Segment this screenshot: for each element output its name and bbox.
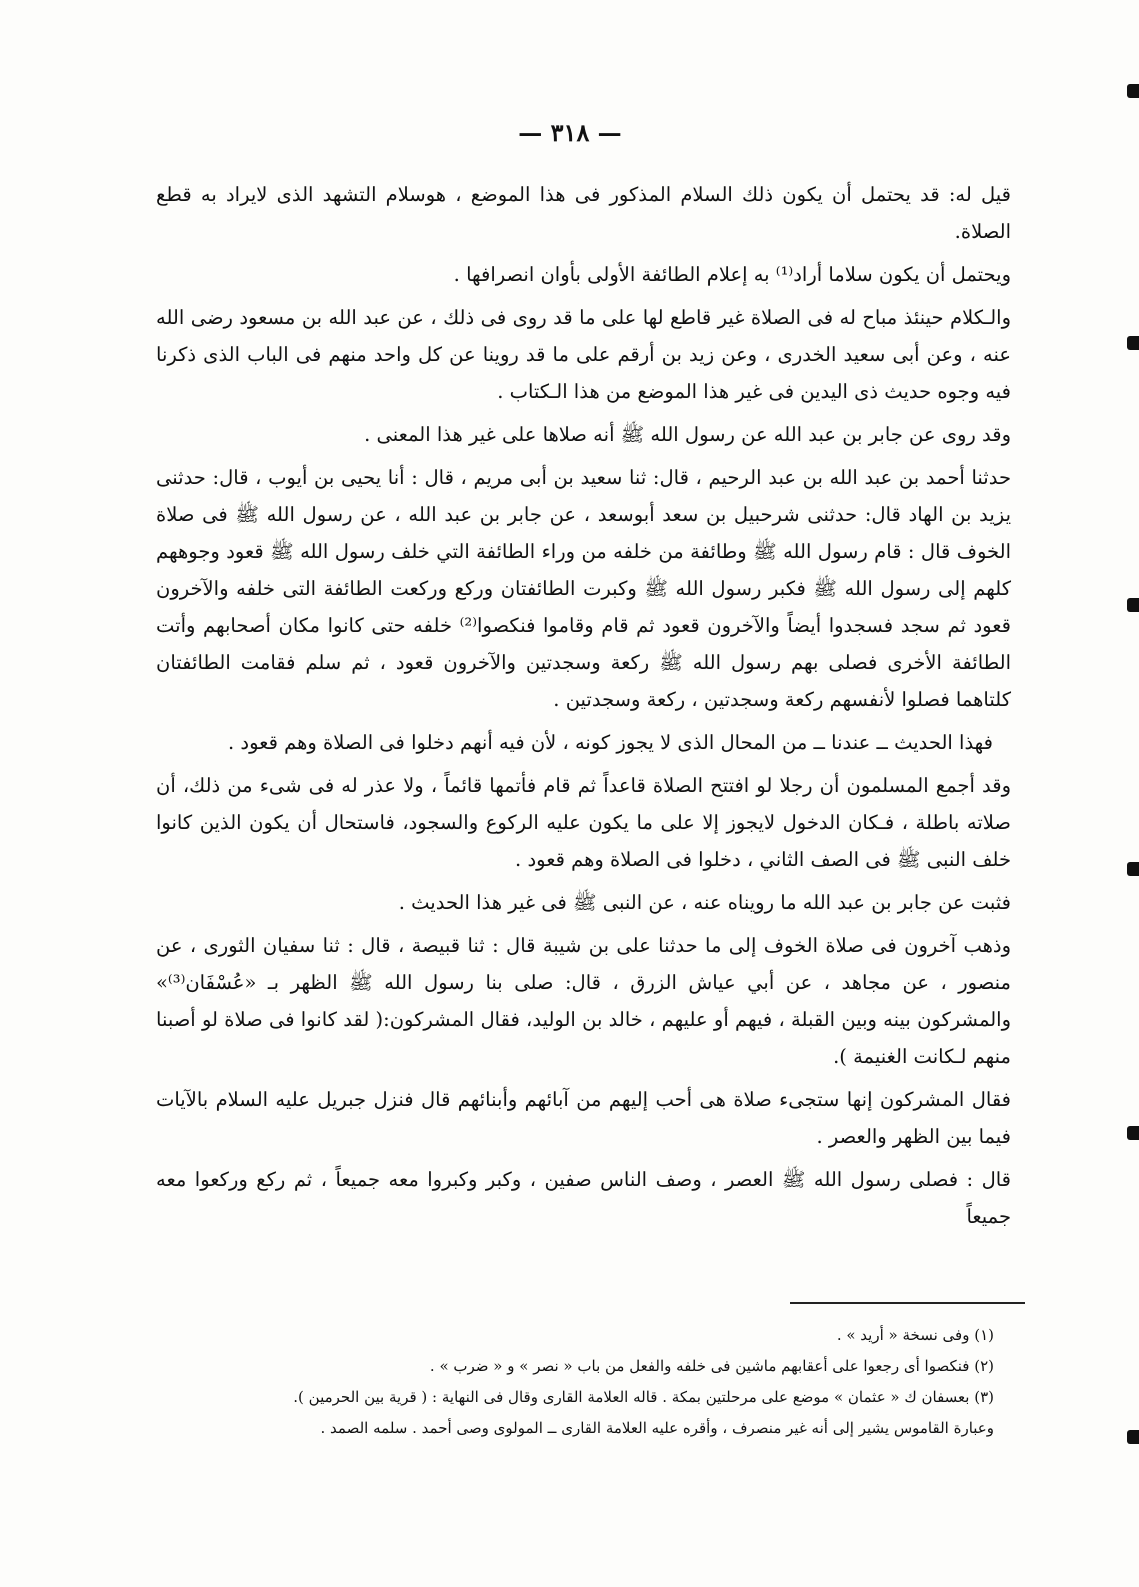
footnote: (١) وفى نسخة « أريد » . bbox=[836, 1326, 994, 1344]
footnote: (٢) فنكصوا أى رجعوا على أعقابهم ماشين فى خلفه والفعل من باب « نصر » و « ضرب » . bbox=[429, 1357, 994, 1375]
paragraph: وقد أجمع المسلمون أن رجلا لو افتتح الصلاة قاعداً ثم قام فأتمها قائماً ، ولا عذر له فى شىء من ذلك، أن صلاته باطلة ، فـكان الدخول لايجوز إلا على ما يكون عليه الركوع والسجود، فاستحال أن يكون الذين كانوا خلف النبى ﷺ فى الصف الثاني ، دخلوا فى الصلاة وهم قعود . bbox=[156, 774, 1011, 871]
footnote-divider bbox=[790, 1302, 1025, 1304]
footnotes bbox=[144, 1320, 994, 1444]
binding-mark bbox=[1127, 1430, 1139, 1444]
main-text bbox=[156, 176, 1011, 1241]
paragraph: فهذا الحديث ــ عندنا ــ من المحال الذى لا يجوز كونه ، لأن فيه أنهم دخلوا فى الصلاة وهم قعود . bbox=[228, 731, 993, 754]
binding-mark bbox=[1127, 336, 1139, 350]
paragraph: قيل له: قد يحتمل أن يكون ذلك السلام المذكور فى هذا الموضع ، هوسلام التشهد الذى لايراد به قطع الصلاة. bbox=[156, 183, 1011, 243]
binding-mark bbox=[1127, 84, 1139, 98]
footnote: وعبارة القاموس يشير إلى أنه غير منصرف ، وأقره عليه العلامة القارى ــ المولوى وصى أحمد . سلمه الصمد . bbox=[320, 1419, 994, 1437]
paragraph: وذهب آخرون فى صلاة الخوف إلى ما حدثنا على بن شيبة قال : ثنا قبيصة ، قال : ثنا سفيان الثورى ، عن منصور ، عن مجاهد ، عن أبي عياش الزرق ، قال: صلى بنا رسول الله ﷺ الظهر بـ «عُسْفَان⁽³⁾» والمشركون بينه وبين القبلة ، فيهم أو عليهم ، خالد بن الوليد، فقال المشركون:( لقد كانوا فى صلاة لو أصبنا منهم لـكانت الغنيمة ). bbox=[156, 934, 1011, 1068]
binding-mark bbox=[1127, 1126, 1139, 1140]
footnote: (٣) بعسفان ك « عثمان » موضع على مرحلتين بمكة . قاله العلامة القارى وقال فى النهاية : ( قرية بين الحرمين ). bbox=[293, 1388, 994, 1406]
paragraph: وقد روى عن جابر بن عبد الله عن رسول الله ﷺ أنه صلاها على غير هذا المعنى . bbox=[364, 423, 1011, 446]
paragraph: ويحتمل أن يكون سلاما أراد⁽¹⁾ به إعلام الطائفة الأولى بأوان انصرافها . bbox=[453, 263, 1011, 286]
binding-mark bbox=[1127, 862, 1139, 876]
binding-mark bbox=[1127, 598, 1139, 612]
paragraph: قال : فصلى رسول الله ﷺ العصر ، وصف الناس صفين ، وكبر وكبروا معه جميعاً ، ثم ركع وركعوا معه جميعاً bbox=[156, 1168, 1011, 1228]
hadith-paragraph: حدثنا أحمد بن عبد الله بن عبد الرحيم ، قال: ثنا سعيد بن أبى مريم ، قال : أنا يحيى بن أيوب ، قال: حدثنى يزيد بن الهاد قال: حدثنى شرحبيل بن سعد أبوسعد ، عن جابر بن عبد الله ، عن رسول الله ﷺ فى صلاة الخوف قال : قام رسول الله ﷺ وطائفة من خلفه من وراء الطائفة التي خلف رسول الله ﷺ قعود وجوههم كلهم إلى رسول الله ﷺ فكبر رسول الله ﷺ وكبرت الطائفتان وركع وركعت الطائفة التى خلفه والآخرون قعود ثم سجد فسجدوا أيضاً والآخرون قعود ثم قام وقاموا فنكصوا⁽²⁾ خلفه حتى كانوا مكان أصحابهم وأتت الطائفة الأخرى فصلى بهم رسول الله ﷺ ركعة وسجدتين والآخرون قعود ، ثم سلم فقامت الطائفتان كلتاهما فصلوا لأنفسهم ركعة وسجدتين ، ركعة وسجدتين . bbox=[156, 466, 1011, 711]
page-number: — ٣١٨ — bbox=[518, 118, 622, 147]
paragraph: فقال المشركون إنها ستجىء صلاة هى أحب إليهم من آبائهم وأبنائهم قال فنزل جبريل عليه السلام بالآيات فيما بين الظهر والعصر . bbox=[156, 1088, 1011, 1148]
paragraph: والـكلام حينئذ مباح له فى الصلاة غير قاطع لها على ما قد روى فى ذلك ، عن عبد الله بن مسعود رضى الله عنه ، وعن أبى سعيد الخدرى ، وعن زيد بن أرقم على ما قد روينا عن كل واحد منهم فى الباب الذى ذكرنا فيه وجوه حديث ذى اليدين فى غير هذا الموضع من هذا الـكتاب . bbox=[156, 306, 1011, 403]
paragraph: فثبت عن جابر بن عبد الله ما رويناه عنه ، عن النبى ﷺ فى غير هذا الحديث . bbox=[398, 891, 1011, 914]
